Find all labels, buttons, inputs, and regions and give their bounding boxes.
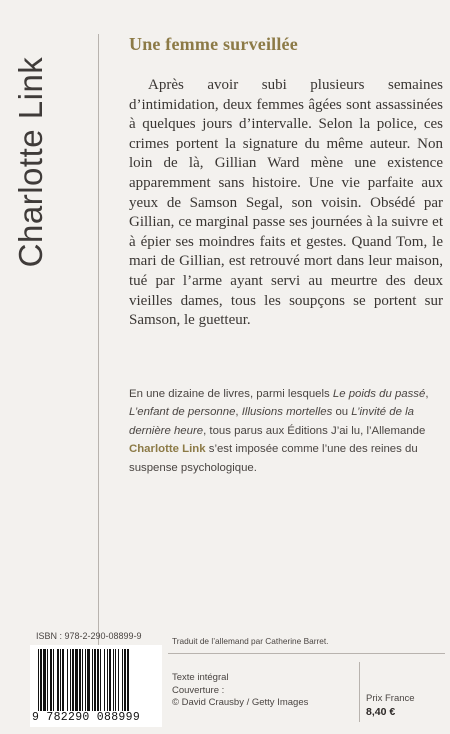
bio-author-name: Charlotte Link bbox=[129, 443, 206, 456]
credits-line: © David Crausby / Getty Images bbox=[172, 697, 309, 708]
barcode bbox=[30, 645, 162, 727]
price-block bbox=[366, 693, 415, 718]
synopsis bbox=[129, 76, 443, 331]
horizontal-divider bbox=[168, 653, 445, 654]
bio-book-title: Illusions mortelles bbox=[241, 406, 333, 419]
isbn: ISBN : 978-2-290-08899-9 bbox=[36, 631, 142, 641]
vertical-divider bbox=[98, 34, 99, 670]
price-label: Prix France bbox=[366, 693, 415, 704]
credits-line: Texte intégral bbox=[172, 672, 229, 683]
barcode-bars bbox=[38, 649, 156, 711]
credits-line: Couverture : bbox=[172, 684, 225, 696]
bio-book-title: Le poids du passé bbox=[332, 388, 426, 400]
price-amount: 8,40 € bbox=[366, 705, 396, 718]
synopsis-text: Après avoir subi plusieurs semaines d’intimidation, deux femmes âgées sont assassinées à quelques jours d’intervalle. Selon la police, ces crimes portent la signature du même auteur. Non loin de là, Gillian Ward mène une existence apparemment sans histoire. Une vie parfaite aux yeux de Samson Segal, son voisin. Obsédé par Gillian, ce marginal passe ses journées à la suivre et à épier ses moindres faits et gestes. Quand Tom, le mari de Gillian, est retrouvé mort dans leur maison, tué par l’arme ayant servi au meurtre des deux vieilles dames, tous les soupçons se portent sur Samson, le guetteur. bbox=[129, 77, 443, 329]
author-name-vertical: Charlotte Link bbox=[12, 56, 49, 268]
bio-separator: ou bbox=[332, 406, 352, 419]
bio-book-title: L’invité de la dernière heure bbox=[129, 406, 414, 437]
translator-credit: Traduit de l’allemand par Catherine Barret. bbox=[172, 636, 329, 646]
barcode-digits: 9 782290 088999 bbox=[32, 711, 141, 724]
edition-credits bbox=[172, 672, 308, 710]
price-divider bbox=[359, 662, 360, 722]
author-bio bbox=[129, 385, 445, 477]
bio-separator: , bbox=[425, 388, 429, 400]
bio-middle: , tous parus aux Éditions J’ai lu, l’Allemande bbox=[203, 424, 426, 437]
bio-outro: s’est imposée comme l’une des reines du suspense psychologique. bbox=[129, 443, 418, 474]
bio-book-title: L’enfant de personne bbox=[129, 406, 236, 419]
bio-intro: En une dizaine de livres, parmi lesquels bbox=[129, 388, 333, 400]
book-title: Une femme surveillée bbox=[129, 34, 298, 54]
bio-separator: , bbox=[235, 406, 242, 419]
